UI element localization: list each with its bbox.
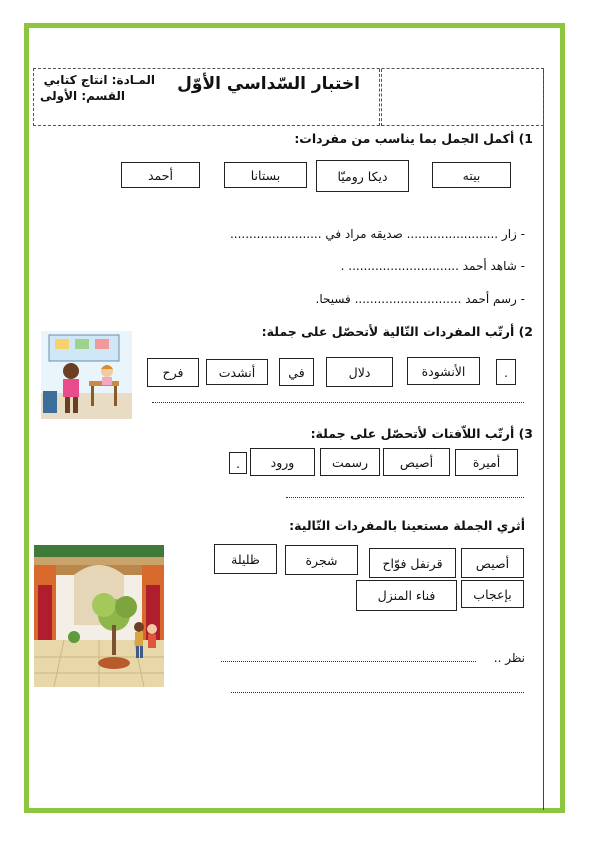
word-card: أنشدت: [206, 359, 268, 385]
word-card: قرنفل فوّاح: [369, 548, 456, 578]
margin-line: [543, 70, 544, 810]
q4-instruction: أثري الجملة مستعينا بالمفردات التّالية:: [289, 518, 525, 533]
word-card: بستانا: [224, 162, 307, 188]
sentence-line: - رسم أحمد ............................ فسيحا.: [315, 292, 525, 306]
page-title: اختبار السّداسي الأوّل: [177, 74, 360, 94]
word-card: شجرة: [285, 545, 358, 575]
word-card: دلال: [326, 357, 393, 387]
sentence-line: - شاهد أحمد ............................. .: [340, 259, 525, 273]
header-divider: [379, 69, 381, 126]
word-card: رسمت: [320, 448, 380, 476]
courtyard-illustration: [34, 545, 164, 687]
header-divider: [381, 69, 383, 126]
word-card: أميرة: [455, 449, 518, 476]
answer-start: نظر ..: [493, 651, 525, 665]
word-card: بإعجاب: [461, 580, 524, 608]
word-card: فناء المنزل: [356, 580, 457, 611]
classroom-illustration: [41, 331, 132, 419]
q1-instruction: 1) أكمل الجمل بما يناسب من مفردات:: [294, 131, 533, 146]
word-card: في: [279, 358, 314, 386]
sentence-line: - زار ........................ صديقه مراد في ........................: [229, 227, 525, 241]
answer-line: [231, 692, 524, 693]
word-card: أصيص: [461, 548, 524, 578]
subject-label: المـادة: انتاج كتابي: [43, 73, 155, 87]
section-label: القسم: الأولى: [39, 89, 125, 103]
answer-line: [152, 402, 524, 403]
word-card: .: [229, 452, 247, 474]
word-card: ظليلة: [214, 544, 277, 574]
word-card: .: [496, 359, 516, 385]
q3-instruction: 3) أرتّب اللاّفتات لأتحصّل على جملة:: [310, 426, 533, 441]
answer-line: [221, 661, 476, 662]
word-card: ورود: [250, 448, 315, 476]
word-card: الأنشودة: [407, 357, 480, 385]
word-card: أحمد: [121, 162, 200, 188]
word-card: ديكا روميّا: [316, 160, 409, 192]
word-card: أصيص: [383, 448, 450, 476]
word-card: فرح: [147, 358, 199, 387]
q2-instruction: 2) أرتّب المفردات التّالية لأتحصّل على جملة:: [261, 324, 533, 339]
answer-line: [286, 497, 524, 498]
word-card: بيته: [432, 162, 511, 188]
